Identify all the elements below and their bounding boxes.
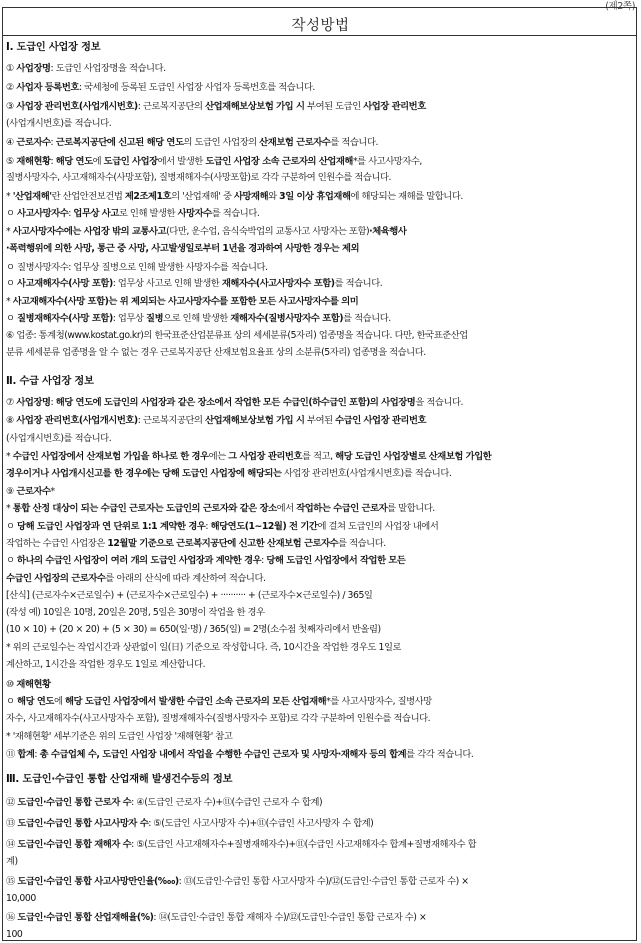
instruction-line: 계) [6, 856, 18, 867]
instruction-line: 작업하는 수급인 사업장은 12월말 기준으로 근로복지공단에 신고한 산재보험 근로자수를 적습니다. [6, 538, 386, 549]
instruction-line: ⑧ 사업장 관리번호(사업개시번호): 근로복지공단의 산업재해보상보험 가입 시 부여된 수급인 사업장 관리번호 [6, 415, 427, 426]
instruction-line: ⑨ 근로자수* [6, 486, 55, 497]
section-heading: Ⅲ. 도급인·수급인 통합 산업재해 발생건수등의 정보 [6, 774, 233, 785]
instruction-line: ⑤ 재해현황: 해당 연도에 도급인 사업장에서 발생한 도급인 사업장 소속 근로자의 산업재해*를 사고사망자수, [6, 156, 422, 167]
instruction-line: ① 사업장명: 도급인 사업장명을 적습니다. [6, 63, 166, 74]
instruction-line: ㅇ 해당 연도에 해당 도급인 사업장에서 발생한 수급인 소속 근로자의 모든 산업재해*를 사고사망자수, 질병사망 [6, 696, 432, 707]
instruction-line: 계산하고, 1시간을 작업한 경우도 1일로 계산합니다. [6, 659, 206, 670]
instruction-line: ④ 근로자수: 근로복지공단에 신고된 해당 연도의 도급인 사업장의 산재보험 근로자수를 적습니다. [6, 137, 378, 148]
instruction-line: ⑪ 합계: 총 수급업체 수, 도급인 사업장 내에서 작업을 수행한 수급인 근로자 및 사망자·재해자 등의 합계를 각각 적습니다. [6, 749, 474, 760]
instruction-line: ⑭ 도급인·수급인 통합 재해자 수: ⑤(도급인 사고재해자수+질병재해자수)+⑪(수급인 사고재해자수 합계+질병재해자수 합 [6, 839, 477, 850]
instruction-line: ㅇ 하나의 수급인 사업장이 여러 개의 도급인 사업장과 계약한 경우: 당해 도급인 사업장에서 작업한 모든 [6, 555, 406, 566]
instruction-line: 100 [6, 929, 23, 940]
instruction-line: 자수, 사고재해자수(사고사망자수 포함), 질병재해자수(질병사망자수 포함)로 각각 구분하여 인원수를 적습니다. [6, 713, 431, 724]
instruction-line: 수급인 사업장의 근로자수를 아래의 산식에 따라 계산하여 적습니다. [6, 573, 266, 584]
instruction-line: ㅇ 질병사망자수: 업무상 질병으로 인해 발생한 사망자수를 적습니다. [6, 262, 268, 273]
instruction-line: ㅇ 당해 도급인 사업장과 연 단위로 1:1 계약한 경우: 해당연도(1~12월) 전 기간에 걸쳐 도급인의 사업장 내에서 [6, 521, 439, 532]
section-heading: Ⅰ. 도급인 사업장 정보 [6, 42, 101, 53]
instruction-line: ·폭력행위에 의한 사망, 통근 중 사망, 사고발생일로부터 1년을 경과하여 사망한 경우는 제외 [6, 243, 360, 254]
instruction-line: * 수급인 사업장에서 산재보험 가입을 하나로 한 경우에는 그 사업장 관리번호를 적고, 해당 도급인 사업장별로 산재보험 가입한 [6, 451, 492, 462]
instruction-line: 분류 세세분류 업종명을 알 수 없는 경우 근로복지공단 산재보험요율표 상의 소분류(5자리) 업종명을 적습니다. [6, 347, 426, 358]
title-divider [2, 35, 637, 36]
instruction-line: ⑫ 도급인·수급인 통합 근로자 수: ④(도급인 근로자 수)+⑪(수급인 근로자 수 합계) [6, 797, 323, 808]
instruction-line: ② 사업자 등록번호: 국세청에 등록된 도급인 사업장 사업자 등록번호를 적습니다. [6, 82, 315, 93]
instruction-line: ⑯ 도급인·수급인 통합 산업재해율(%): ⑭(도급인·수급인 통합 재해자 수)/⑫(도급인·수급인 통합 근로자 수) × [6, 912, 427, 923]
instruction-line: (10 × 10) + (20 × 20) + (5 × 30) = 650(일·명) / 365(일) = 2명(소수점 첫째자리에서 반올림) [6, 624, 381, 635]
instruction-line: ⑥ 업종: 통계청(www.kostat.go.kr)의 한국표준산업분류표 상의 세세분류(5자리) 업종명을 적습니다. 다만, 한국표준산업 [6, 330, 468, 341]
instruction-line: ⑮ 도급인·수급인 통합 사고사망만인율(‱): ⑬(도급인·수급인 통합 사고사망자 수)/⑫(도급인·수급인 통합 근로자 수) × [6, 876, 469, 887]
section-heading: Ⅱ. 수급 사업장 정보 [6, 376, 94, 387]
instruction-line: * '산업재해'란 산업안전보건법 제2조제1호의 '산업재해' 중 사망재해와 3일 이상 휴업재해에 해당되는 재해를 말합니다. [6, 191, 463, 202]
instruction-line: * '재해현황' 세부기준은 위의 도급인 사업장 '재해현황' 참고 [6, 731, 233, 742]
instruction-line: ⑦ 사업장명: 해당 연도에 도급인의 사업장과 같은 장소에서 작업한 모든 수급인(하수급인 포함)의 사업장명을 적습니다. [6, 397, 464, 408]
page-number: (제2쪽) [605, 1, 635, 12]
page-title: 작성방법 [291, 18, 350, 34]
instruction-line: ㅇ 사고재해자수(사망 포함): 업무상 사고로 인해 발생한 재해자수(사고사망자수 포함)를 적습니다. [6, 278, 383, 289]
instruction-line: * 통합 산정 대상이 되는 수급인 근로자는 도급인의 근로자와 같은 장소에서 작업하는 수급인 근로자를 말합니다. [6, 503, 435, 514]
instruction-line: 질병사망자수, 사고재해자수(사망포함), 질병재해자수(사망포함)로 각각 구분하여 인원수를 적습니다. [6, 172, 392, 183]
instruction-line: (사업개시번호)를 적습니다. [6, 433, 112, 444]
instruction-line: (사업개시번호)를 적습니다. [6, 118, 112, 129]
instruction-line: ㅇ 질병재해자수(사망 포함): 업무상 질병으로 인해 발생한 재해자수(질병사망자수 포함)를 적습니다. [6, 313, 391, 324]
instruction-line: ㅇ 사고사망자수: 업무상 사고로 인해 발생한 사망자수를 적습니다. [6, 208, 260, 219]
instruction-line: 경우이거나 사업개시신고를 한 경우에는 당해 도급인 사업장에 해당되는 사업장 관리번호(사업개시번호)를 적습니다. [6, 468, 452, 479]
instruction-line: * 사고사망자수에는 사업장 밖의 교통사고(다만, 운수업, 음식숙박업의 교통사고 사망자는 포함)·체육행사 [6, 226, 407, 237]
instruction-line: * 사고재해자수(사망 포함)는 위 제외되는 사고사망자수를 포함한 모든 사고사망자수를 의미 [6, 296, 359, 307]
instruction-line: ⑬ 도급인·수급인 통합 사고사망자 수: ⑤(도급인 사고사망자 수)+⑪(수급인 사고사망자 수 합계) [6, 818, 374, 829]
instruction-line: ③ 사업장 관리번호(사업개시번호): 근로복지공단의 산업재해보상보험 가입 시 부여된 도급인 사업장 관리번호 [6, 101, 426, 112]
instruction-line: * 위의 근로일수는 작업시간과 상관없이 일(日) 기준으로 작성합니다. 즉, 10시간을 작업한 경우도 1일로 [6, 642, 402, 653]
instruction-line: ⑩ 재해현황 [6, 679, 51, 690]
instruction-line: 10,000 [6, 893, 36, 904]
instruction-line: (작성 예) 10일은 10명, 20일은 20명, 5일은 30명이 작업을 한 경우 [6, 607, 265, 618]
instruction-line: [산식] (근로자수×근로일수) + (근로자수×근로일수) + ·········· + (근로자수×근로일수) / 365일 [6, 590, 373, 601]
